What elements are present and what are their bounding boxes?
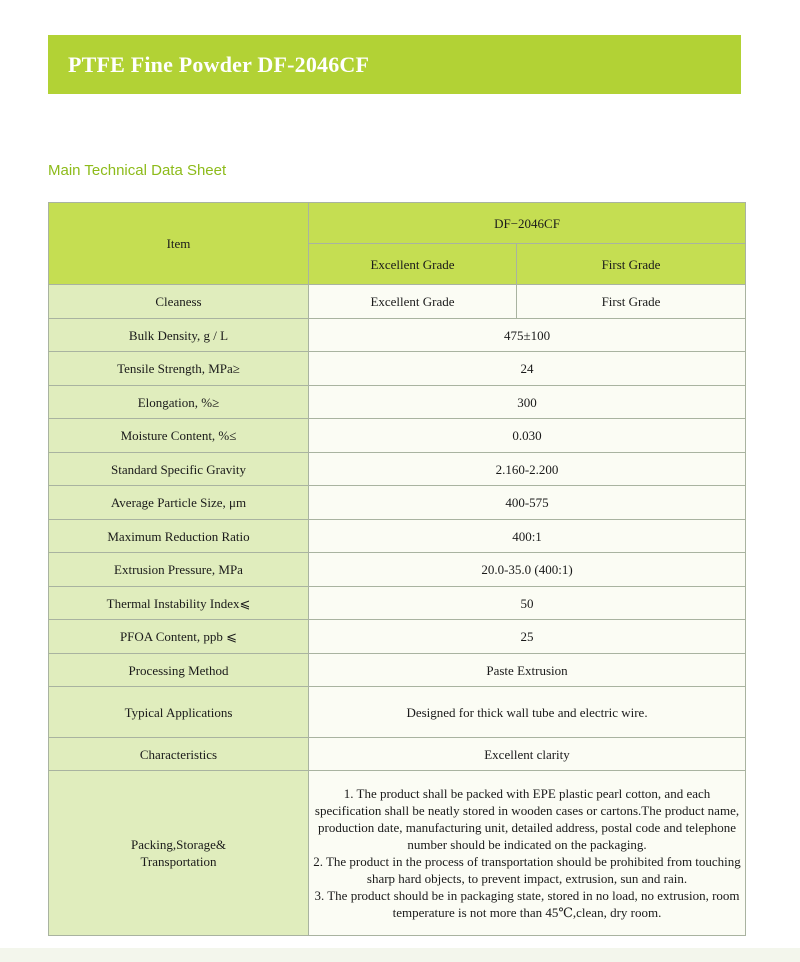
row-label: Elongation, %≥ (49, 386, 309, 419)
row-label: Moisture Content, %≤ (49, 419, 309, 453)
packing-label (49, 771, 309, 936)
row-value: Designed for thick wall tube and electric wire. (309, 687, 746, 738)
table-row (49, 419, 746, 453)
row-label: Thermal Instability Index⩽ (49, 587, 309, 620)
table-row (49, 520, 746, 553)
grade-header-first: First Grade (517, 244, 746, 285)
row-value: Excellent clarity (309, 738, 746, 771)
row-label: Average Particle Size, μm (49, 486, 309, 520)
row-value: 2.160-2.200 (309, 453, 746, 486)
product-header: DF−2046CF (309, 203, 746, 244)
row-label: Processing Method (49, 654, 309, 687)
section-heading: Main Technical Data Sheet (48, 162, 227, 179)
table-row (49, 620, 746, 654)
bottom-band (0, 948, 800, 962)
row-value: 50 (309, 587, 746, 620)
row-value: 400:1 (309, 520, 746, 553)
table-row (49, 285, 746, 319)
table-row (49, 654, 746, 687)
row-label: PFOA Content, ppb ⩽ (49, 620, 309, 654)
table-row (49, 453, 746, 486)
packing-paragraph-1: 1. The product shall be packed with EPE plastic pearl cotton, and each specification shall be neatly stored in wooden cases or cartons.The product name, production date, manufacturing unit, detailed address, postal code and telephone number should be indicated on the packaging. (314, 786, 740, 852)
row-value: 475±100 (309, 319, 746, 352)
technical-data-table (48, 202, 746, 936)
grade-header-excellent: Excellent Grade (309, 244, 517, 285)
table-header-row (49, 203, 746, 244)
row-value-excellent: Excellent Grade (309, 285, 517, 319)
table-row (49, 486, 746, 520)
table-row (49, 553, 746, 587)
row-value: 24 (309, 352, 746, 386)
packing-label-line-2: Transportation (140, 854, 217, 869)
row-label: Cleaness (49, 285, 309, 319)
item-header: Item (49, 203, 309, 285)
packing-label-line-1: Packing,Storage& (131, 837, 226, 852)
row-label: Tensile Strength, MPa≥ (49, 352, 309, 386)
packing-paragraph-2: 2. The product in the process of transportation should be prohibited from touching sharp hard objects, to prevent impact, extrusion, sun and rain. (313, 854, 741, 886)
row-value: 0.030 (309, 419, 746, 453)
row-label: Maximum Reduction Ratio (49, 520, 309, 553)
title-banner (48, 35, 741, 94)
table-row (49, 386, 746, 419)
packing-details (309, 771, 746, 936)
table-row (49, 738, 746, 771)
row-label: Standard Specific Gravity (49, 453, 309, 486)
row-label: Characteristics (49, 738, 309, 771)
row-label: Typical Applications (49, 687, 309, 738)
packing-paragraph-3: 3. The product should be in packaging state, stored in no load, no extrusion, room temperature is not more than 45℃,clean, dry room. (314, 888, 740, 920)
row-label: Extrusion Pressure, MPa (49, 553, 309, 587)
row-value-first: First Grade (517, 285, 746, 319)
table-row (49, 352, 746, 386)
table-row (49, 587, 746, 620)
packing-row (49, 771, 746, 936)
table-row (49, 319, 746, 352)
row-value: 300 (309, 386, 746, 419)
table-row (49, 687, 746, 738)
row-value: 20.0-35.0 (400:1) (309, 553, 746, 587)
row-value: 25 (309, 620, 746, 654)
row-value: 400-575 (309, 486, 746, 520)
row-value: Paste Extrusion (309, 654, 746, 687)
row-label: Bulk Density, g / L (49, 319, 309, 352)
page-title: PTFE Fine Powder DF-2046CF (68, 52, 370, 77)
